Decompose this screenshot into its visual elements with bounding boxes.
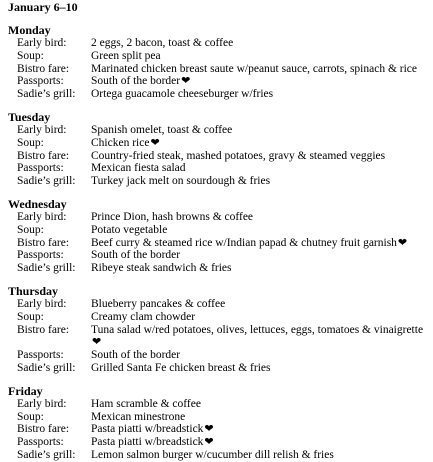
menu-row-item — [91, 423, 433, 436]
day-section-monday — [8, 24, 433, 101]
menu-row-label: Bistro fare: — [17, 149, 70, 162]
menu-row — [8, 75, 433, 88]
menu-row — [8, 423, 433, 436]
menu-row — [8, 63, 433, 76]
heart-healthy-icon: ❤ — [181, 75, 191, 88]
menu-row-item — [91, 150, 433, 163]
menu-item-text: South of the border — [91, 249, 181, 262]
menu-row-item — [91, 436, 433, 449]
menu-item-text: Tuna salad w/red potatoes, olives, lettuces, eggs, tomatoes & vinaigrette — [91, 323, 424, 336]
days-list — [8, 24, 433, 462]
day-heading: Friday — [8, 383, 43, 398]
menu-item-text: South of the border — [91, 349, 181, 362]
menu-row — [8, 162, 433, 175]
menu-row-label: Passports: — [17, 349, 64, 362]
menu-row-item — [91, 37, 433, 50]
menu-item-text: Mexican fiesta salad — [91, 162, 186, 175]
menu-item-text: Lemon salmon burger w/cucumber dill relish & fries — [91, 448, 334, 461]
menu-row-item — [91, 88, 433, 101]
menu-row-item — [91, 411, 433, 424]
day-section-wednesday — [8, 198, 433, 275]
day-heading: Tuesday — [8, 109, 51, 124]
menu-row-label: Soup: — [17, 223, 44, 236]
menu-row — [8, 37, 433, 50]
menu-row — [8, 249, 433, 262]
menu-row — [8, 224, 433, 237]
menu-row-label: Soup: — [17, 136, 44, 149]
menu-row-item — [91, 137, 433, 150]
menu-item-text: Grilled Santa Fe chicken breast & fries — [91, 361, 271, 374]
menu-item-text: Pasta piatti w/breadstick — [91, 436, 204, 449]
menu-item-text: 2 eggs, 2 bacon, toast & coffee — [91, 37, 234, 49]
menu-row — [8, 211, 433, 224]
menu-row-item — [91, 50, 433, 63]
menu-row-label: Sadie’s grill: — [17, 361, 76, 374]
day-section-friday — [8, 385, 433, 462]
menu-row-label: Soup: — [17, 410, 44, 423]
menu-row-item — [91, 224, 433, 237]
menu-row-label: Soup: — [17, 49, 44, 62]
menu-row — [8, 449, 433, 462]
menu-row — [8, 88, 433, 101]
menu-row — [8, 349, 433, 362]
menu-item-text: Creamy clam chowder — [91, 310, 196, 323]
menu-row — [8, 411, 433, 424]
menu-item-text: Spanish omelet, toast & coffee — [91, 123, 233, 136]
day-heading: Monday — [8, 23, 51, 37]
menu-row-label: Early bird: — [17, 37, 67, 49]
menu-row — [8, 436, 433, 449]
menu-item-text: South of the border — [91, 75, 181, 88]
menu-row — [8, 311, 433, 324]
menu-title: January 6–10 — [8, 0, 78, 14]
menu-row-item — [91, 237, 433, 250]
menu-row — [8, 362, 433, 375]
menu-item-text: Potato vegetable — [91, 223, 168, 236]
menu-row-label: Passports: — [17, 75, 64, 88]
menu-item-text: Turkey jack melt on sourdough & fries — [91, 175, 271, 188]
menu-row-item — [91, 262, 433, 275]
day-heading: Thursday — [8, 283, 59, 298]
heart-healthy-icon: ❤ — [92, 336, 102, 349]
menu-row-item — [91, 175, 433, 188]
heart-healthy-icon: ❤ — [397, 236, 408, 249]
menu-row-label: Passports: — [17, 162, 64, 175]
menu-row-item — [91, 298, 433, 311]
menu-row-label: Bistro fare: — [17, 62, 70, 75]
menu-row-item — [91, 124, 433, 137]
menu-item-text: Prince Dion, hash browns & coffee — [91, 210, 254, 223]
menu-row-label: Sadie’s grill: — [17, 175, 76, 188]
menu-item-text: Ham scramble & coffee — [91, 397, 201, 410]
menu-row-label: Bistro fare: — [17, 323, 70, 336]
menu-row-label: Early bird: — [17, 297, 67, 310]
menu-row-label: Passports: — [17, 436, 64, 449]
menu-row — [8, 124, 433, 137]
menu-row — [8, 175, 433, 188]
menu-item-text: Mexican minestrone — [91, 410, 186, 423]
menu-row-item — [91, 349, 433, 362]
menu-row-item — [91, 362, 433, 375]
menu-row-item — [91, 324, 433, 350]
menu-row — [8, 324, 433, 350]
menu-row-label: Bistro fare: — [17, 423, 70, 436]
menu-row-item — [91, 311, 433, 324]
menu-row — [8, 150, 433, 163]
menu-item-text: Ortega guacamole cheeseburger w/fries — [91, 88, 274, 101]
heart-healthy-icon: ❤ — [204, 436, 214, 449]
menu-row-label: Sadie’s grill: — [17, 262, 76, 275]
menu-item-text: Blueberry pancakes & coffee — [91, 297, 226, 310]
menu-row — [8, 262, 433, 275]
day-heading: Wednesday — [8, 196, 67, 211]
menu-row — [8, 137, 433, 150]
menu-row — [8, 398, 433, 411]
menu-row-label: Bistro fare: — [17, 236, 70, 249]
menu-item-text: Beef curry & steamed rice w/Indian papad & chutney fruit garnish — [91, 236, 397, 249]
menu-row-item — [91, 449, 433, 462]
menu-row-item — [91, 211, 433, 224]
menu-item-text: Green split pea — [91, 49, 161, 62]
menu-row-item — [91, 162, 433, 175]
menu-row-item — [91, 398, 433, 411]
menu-item-text: Ribeye steak sandwich & fries — [91, 262, 232, 275]
menu-row-item — [91, 249, 433, 262]
menu-item-text: Pasta piatti w/breadstick — [91, 423, 204, 436]
menu-item-text: Country-fried steak, mashed potatoes, gravy & steamed veggies — [91, 149, 386, 162]
heart-healthy-icon: ❤ — [204, 423, 214, 436]
menu-row — [8, 298, 433, 311]
day-section-tuesday — [8, 111, 433, 188]
menu-row-label: Early bird: — [17, 397, 67, 410]
menu-item-text: Chicken rice — [91, 136, 150, 149]
day-section-thursday — [8, 285, 433, 375]
menu-row-item — [91, 75, 433, 88]
menu-row-label: Passports: — [17, 249, 64, 262]
menu-row-label: Sadie’s grill: — [17, 448, 76, 461]
heart-healthy-icon: ❤ — [150, 136, 160, 149]
menu-row-label: Early bird: — [17, 123, 67, 136]
menu-item-text: Marinated chicken breast saute w/peanut sauce, carrots, spinach & rice — [91, 62, 418, 75]
menu-row — [8, 237, 433, 250]
menu-row-label: Early bird: — [17, 210, 67, 223]
menu-row-label: Soup: — [17, 310, 44, 323]
menu-row-item — [91, 63, 433, 76]
menu-row-label: Sadie’s grill: — [17, 88, 76, 101]
menu-row — [8, 50, 433, 63]
